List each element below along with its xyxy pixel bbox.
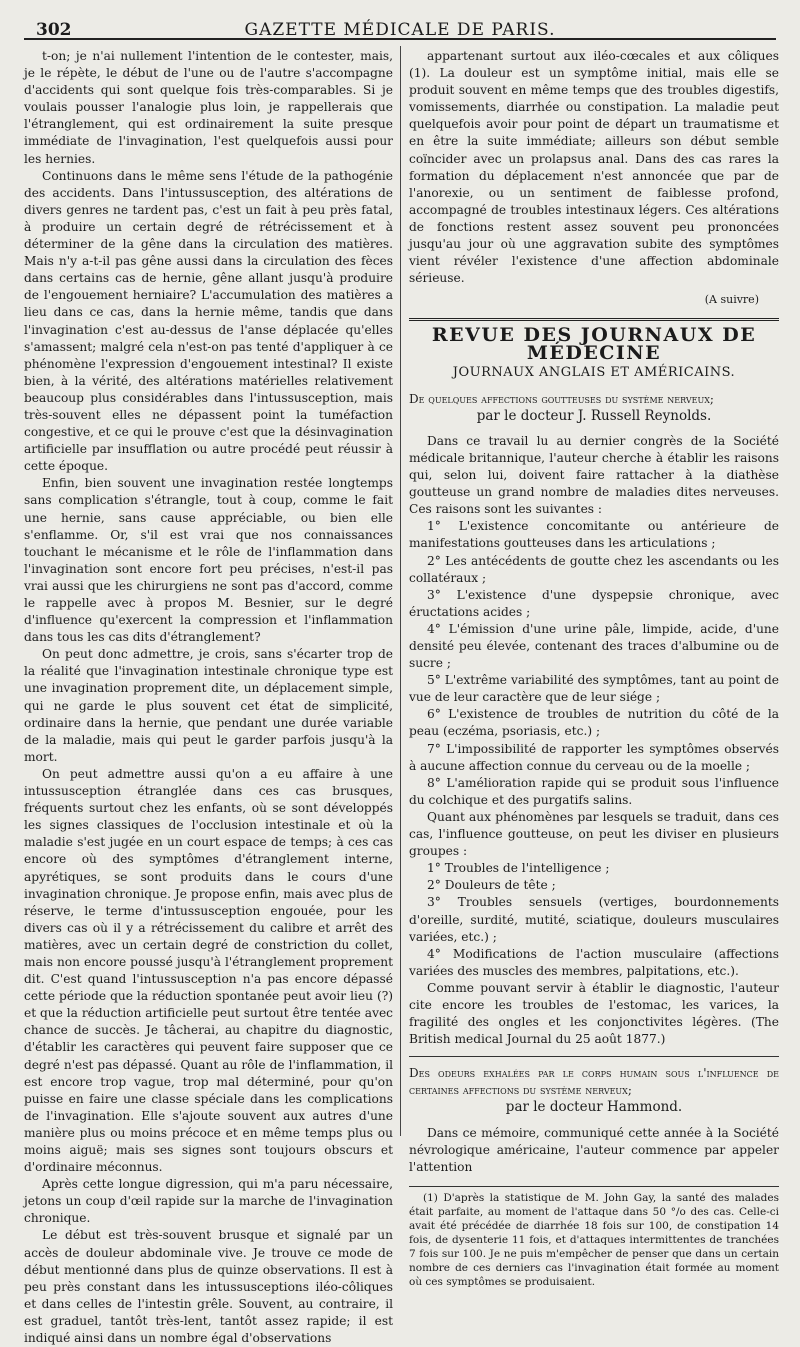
paragraph: Quant aux phénomènes par lesquels se traduit, dans ces cas, l'influence goutteuse, on peut les diviser en plusieurs groupes :	[409, 809, 779, 859]
paragraph: Continuons dans le même sens l'étude de la pathogénie des accidents. Dans l'intussusception, des altérations de divers genres ne tardent pas, c'est un fait à peu près fatal, à produire un certain degré de rétrécissement et à déterminer de la gêne dans la circulation des matières. Mais n'y a-t-il pas gêne aussi dans la circulation des fèces dans certains cas de hernie, gêne allant jusqu'à produire de l'engouement herniaire? L'accumulation des matières a lieu dans ce cas, dans la hernie même, tandis que dans l'invagination c'est au-dessus de l'anse déplacée qu'elles s'amassent; malgré cela n'est-on pas tenté d'appliquer à ce phénomène l'expression d'engouement intestinal? Il existe bien, à la vérité, des altérations matérielles relativement beaucoup plus considérables dans l'intussusception, mais très-souvent elles ne dépassent point la tuméfaction congestive, et ce qui le prouve c'est que la désinvagination artificielle par insufflation ou autre procédé peut réussir à cette époque.	[24, 168, 393, 474]
to-be-continued: (A suivre)	[704, 293, 759, 307]
paragraph: On peut admettre aussi qu'on a eu affaire à une intussusception étranglée dans ces cas brusques, fréquents surtout chez les enfants, où se sont développés les signes classiques de l'occlusion intestinale et où la maladie s'est jugée en un court espace de temps; à ces cas encore où des symptômes d'étranglement interne, apyrétiques, se sont produits dans le cours d'une invagination chronique. Je propose enfin, mais avec plus de réserve, le terme d'intussusception engouée, pour les divers cas où il y a rétrécissement du calibre et arrêt des matières, avec un certain degré de constriction du collet, mais non encore poussé jusqu'à l'étranglement proprement dit. C'est quand l'intussusception n'a pas encore dépassé cette période que la réduction spontanée peut avoir lieu (?) et que la réduction artificielle peut surtout être tentée avec chance de succès. Je tâcherai, au chapitre du diagnostic, d'établir les caractères qui peuvent faire supposer que ce degré n'est pas dépassé. Quant au rôle de l'inflammation, il est encore trop vague, trop mal déterminé, pour qu'on puisse en faire une classe spéciale dans les complications de l'invagination. Elle s'ajoute souvent aux autres d'une manière plus ou moins précoce et en même temps plus ou moins aiguë; mais ses signes sont toujours obscurs et d'ordinaire méconnus.	[24, 766, 393, 1175]
list-item: 7° L'impossibilité de rapporter les symptômes observés à aucune affection connue du cerveau ou de la moelle ;	[409, 741, 779, 773]
paragraph: t-on; je n'ai nullement l'intention de le contester, mais, je le répète, le début de l'une ou de l'autre s'accompagne d'accidents qui sont quelque fois très-comparables. Si je voulais pousser l'analogie plus loin, je rappellerais que l'étranglement, qui est ordinairement la suite presque immédiate de l'invagination, l'est quelquefois aussi pour les hernies.	[24, 49, 393, 166]
journal-title: GAZETTE MÉDICALE DE PARIS.	[244, 20, 556, 40]
article-title: Des odeurs exhalées par le corps humain sous l'influence de certaines affections du système nerveux;	[409, 1066, 779, 1098]
list-item: 8° L'amélioration rapide qui se produit sous l'influence du colchique et des purgatifs salins.	[409, 775, 779, 807]
left-column	[24, 48, 393, 1346]
paragraph: On peut donc admettre, je crois, sans s'écarter trop de la réalité que l'invagination intestinale chronique type est une invagination proprement dite, un déplacement simple, qui ne garde le plus souvent cet état de simplicité, ordinaire dans la hernie, que pendant une durée variable de la maladie, mais qui peut le garder parfois jusqu'à la mort.	[24, 647, 393, 764]
footnote	[409, 1186, 779, 1289]
article-rule	[409, 1056, 779, 1057]
right-column	[409, 48, 779, 1288]
paragraph: Enfin, bien souvent une invagination restée longtemps sans complication s'étrangle, tout à coup, comme le fait une hernie, sans cause appréciable, ou bien elle s'enflamme. Or, s'il est vrai que nos connaissances touchant le mécanisme et le rôle de l'inflammation dans l'invagination sont encore fort peu précises, n'est-il pas vrai aussi que les chirurgiens ne sont pas d'accord, comme le rappelle avec à propos M. Besnier, sur le degré d'influence qu'exercent la compression et l'inflammation dans tous les cas dits d'étranglement?	[24, 476, 393, 645]
list-item: 1° Troubles de l'intelligence ;	[427, 861, 610, 876]
paragraph: Le début est très-souvent brusque et signalé par un accès de douleur abdominale vive. Je trouve ce mode de début mentionné dans plus de quinze observations. Il est à peu près constant dans les intussusceptions iléo-côliques et dans celles de l'intestin grêle. Souvent, au contraire, il est graduel, tantôt très-lent, tantôt assez rapide; il est indiqué ainsi dans un nombre égal d'observations	[24, 1228, 393, 1346]
groups-list	[409, 860, 779, 980]
paragraph: Après cette longue digression, qui m'a paru nécessaire, jetons un coup d'œil rapide sur la marche de l'invagination chronique.	[24, 1177, 393, 1226]
article-heading	[409, 1065, 779, 1116]
list-item: 3° L'existence d'une dyspepsie chronique, avec éructations acides ;	[409, 587, 779, 619]
column-divider	[400, 46, 401, 1136]
list-item: 4° Modifications de l'action musculaire (affections variées des muscles des membres, palpitations, etc.).	[409, 946, 779, 978]
list-item: 5° L'extrême variabilité des symptômes, tant au point de vue de leur caractère que de leur siége ;	[409, 673, 779, 705]
list-item: 4° L'émission d'une urine pâle, limpide, acide, d'une densité peu élevée, contenant des traces d'albumine ou de sucre ;	[409, 621, 779, 671]
list-item: 6° L'existence de troubles de nutrition du côté de la peau (eczéma, psoriasis, etc.) ;	[409, 707, 779, 739]
article-author: par le docteur J. Russell Reynolds.	[476, 407, 712, 424]
page-header	[24, 8, 776, 40]
list-item: 1° L'existence concomitante ou antérieure de manifestations goutteuses dans les articulations ;	[409, 519, 779, 551]
section-subtitle: JOURNAUX ANGLAIS ET AMÉRICAINS.	[452, 364, 736, 380]
paragraph: Dans ce mémoire, communiqué cette année à la Société névrologique américaine, l'auteur commence par appeler l'attention	[409, 1125, 779, 1174]
footnote-text: (1) D'après la statistique de M. John Gay, la santé des malades était parfaite, au moment de l'attaque dans 50 °/o des cas. Celle-ci avait été précédée de diarrhée 18 fois sur 100, de constipation 14 fois, de dysenterie 11 fois, et d'attaques intermittentes de tranchées 7 fois sur 100. Je ne puis m'empêcher de penser que dans un certain nombre de ces derniers cas l'invagination était formée au moment où ces symptômes se produisaient.	[409, 1191, 779, 1288]
paragraph: appartenant surtout aux iléo-cœcales et aux côliques (1). La douleur est un symptôme initial, mais elle se produit souvent en même temps que des troubles digestifs, vomissements, diarrhée ou constipation. La maladie peut quelquefois avoir pour point de départ un traumatisme et en être la suite immédiate; ailleurs son début semble coïncider avec un prolapsus anal. Dans des cas rares la formation du déplacement n'est annoncée que par de l'anorexie, ou un sentiment de faiblesse profond, accompagné de troubles intestinaux légers. Ces altérations de fonctions restent assez souvent peu prononcées jusqu'au jour où une aggravation subite des symptômes vient révéler l'existence d'une affection abdominale sérieuse.	[409, 49, 779, 286]
list-item: 3° Troubles sensuels (vertiges, bourdonnements d'oreille, surdité, mutité, sciatique, douleurs musculaires variées, etc.) ;	[409, 895, 779, 944]
section-rule	[409, 318, 779, 321]
article-heading	[409, 391, 779, 425]
article-title: De quelques affections goutteuses du système nerveux;	[409, 391, 714, 406]
list-item: 2° Douleurs de tête ;	[427, 878, 556, 893]
paragraph: Dans ce travail lu au dernier congrès de la Société médicale britannique, l'auteur cherche à établir les raisons qui, selon lui, doivent faire rattacher à la diathèse goutteuse un grand nombre de maladies dites nerveuses. Ces raisons sont les suivantes :	[409, 433, 779, 517]
paragraph: Comme pouvant servir à établir le diagnostic, l'auteur cite encore les troubles de l'estomac, les varices, la fragilité des ongles et les conjonctivites légères. (The British medical Journal du 25 août 1877.)	[409, 980, 779, 1047]
list-item: 2° Les antécédents de goutte chez les ascendants ou les collatéraux ;	[409, 553, 779, 585]
section-title: REVUE DES JOURNAUX DE MÉDECINE	[431, 324, 757, 364]
reasons-list	[409, 518, 779, 809]
page-number: 302	[36, 20, 72, 40]
article-author: par le docteur Hammond.	[505, 1099, 683, 1116]
